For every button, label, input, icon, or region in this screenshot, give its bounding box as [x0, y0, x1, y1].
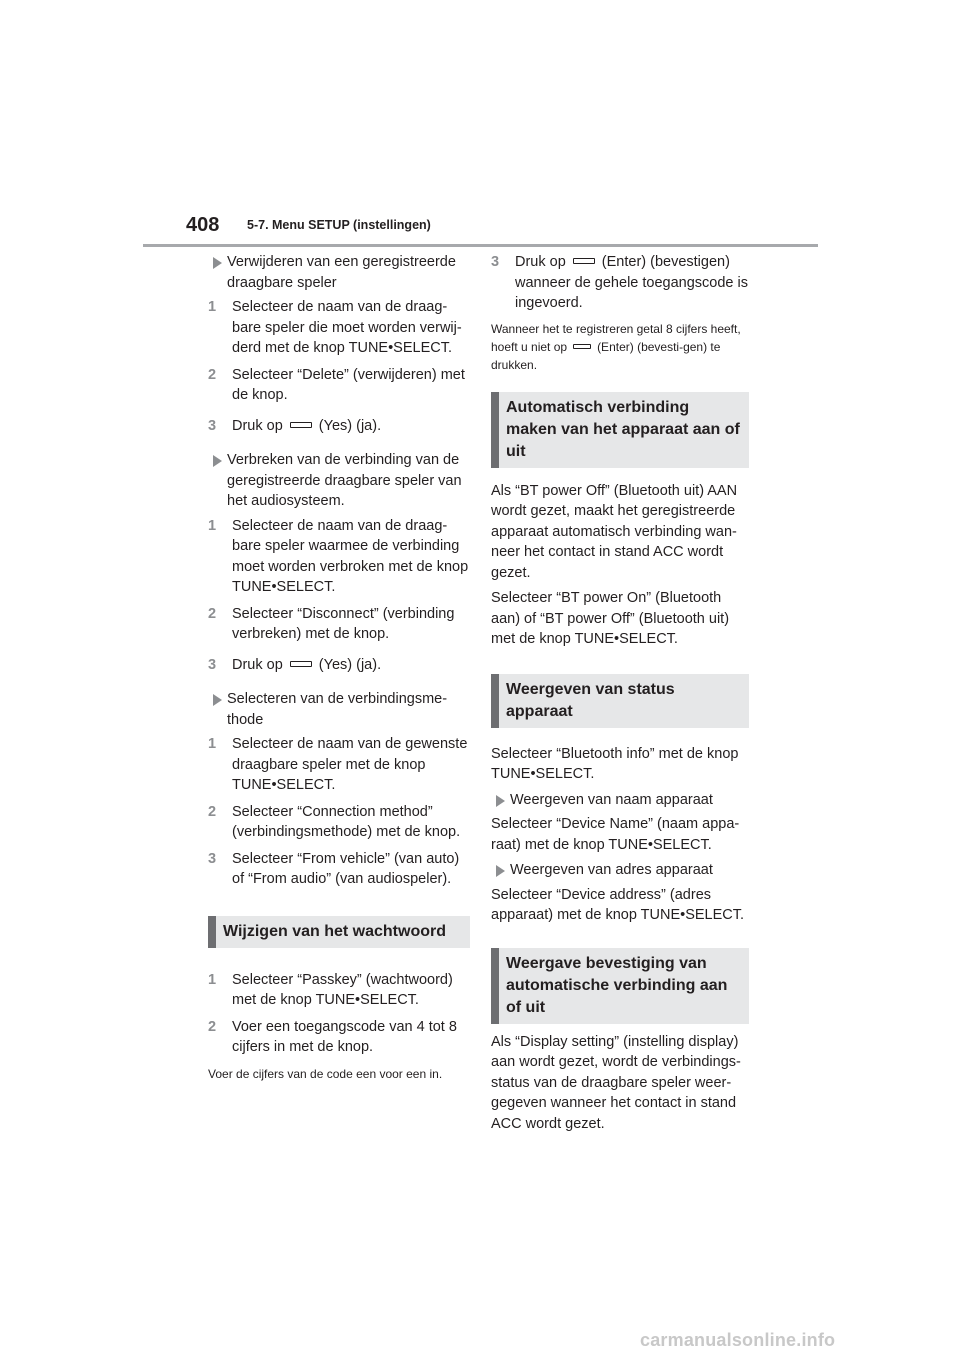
step-text: Druk op (Yes) (ja). — [232, 417, 382, 434]
body-text: Selecteer “Device Name” (naam appa-raat) met de knop TUNE•SELECT. — [491, 816, 740, 853]
step — [491, 252, 749, 314]
triangle-bullet-icon — [213, 455, 222, 467]
step-number: 3 — [208, 656, 217, 673]
step-text: Selecteer “Connection method” (verbindingsmethode) met de knop. — [232, 803, 461, 840]
step-number: 2 — [208, 366, 217, 383]
step — [208, 734, 470, 796]
button-icon — [290, 661, 312, 667]
subheading-text: Verbreken van de verbinding van de geregistreerde draagbare speler van het audiosysteem. — [227, 452, 462, 509]
step-text: Selecteer de naam van de draag-bare speler die moet worden verwij-derd met de knop TUNE•SELECT. — [232, 299, 462, 356]
step-text: Selecteer “Delete” (verwijderen) met de knop. — [232, 366, 465, 403]
body-text: Selecteer “BT power On” (Bluetooth aan) of “BT power Off” (Bluetooth uit) met de knop TUNE•SELECT. — [491, 590, 730, 647]
step-text: Selecteer “Disconnect” (verbinding verbreken) met de knop. — [232, 605, 455, 642]
subheading-disconnect — [208, 450, 470, 512]
step — [208, 365, 470, 406]
subheading-text: Weergeven van adres apparaat — [510, 862, 713, 878]
triangle-bullet-icon — [213, 257, 222, 269]
step — [208, 1017, 470, 1058]
body-text: Selecteer “Bluetooth info” met de knop TUNE•SELECT. — [491, 745, 739, 782]
step — [208, 970, 470, 1011]
body-text: Als “Display setting” (instelling display) aan wordt gezet, wordt de verbindings-status van de draagbare speler weer-gegeven wanneer het contact in stand ACC wordt gezet. — [491, 1033, 741, 1132]
step-number: 3 — [208, 417, 217, 434]
section-title: 5-7. Menu SETUP (instellingen) — [247, 218, 431, 232]
subheading-device-address — [491, 860, 749, 881]
step-number: 2 — [208, 803, 217, 820]
triangle-bullet-icon — [213, 694, 222, 706]
header-divider — [143, 244, 818, 247]
step-text: Selecteer “From vehicle” (van auto) of “From audio” (van audiospeler). — [232, 850, 460, 887]
body-text: Selecteer “Device address” (adres apparaat) met de knop TUNE•SELECT. — [491, 886, 745, 923]
step-number: 3 — [208, 850, 217, 867]
subheading-delete — [208, 252, 470, 293]
step-text: Druk op (Yes) (ja). — [232, 656, 382, 673]
step-number: 2 — [208, 1018, 217, 1035]
heading-auto-connect: Automatisch verbinding maken van het apparaat aan of uit — [491, 392, 749, 468]
note-text: Wanneer het te registreren getal 8 cijfers heeft, hoeft u niet op (Enter) (bevesti-gen) te drukken. — [491, 321, 741, 372]
step — [208, 604, 470, 645]
subheading-device-name — [491, 790, 749, 811]
subheading-text: Weergeven van naam apparaat — [510, 791, 713, 808]
step — [208, 655, 470, 676]
step-text: Voer een toegangscode van 4 tot 8 cijfers in met de knop. — [232, 1018, 457, 1055]
right-column — [491, 252, 749, 1134]
step-number: 3 — [491, 254, 500, 270]
step — [208, 802, 470, 843]
page-header — [143, 214, 818, 246]
button-icon — [573, 344, 591, 349]
heading-password: Wijzigen van het wachtwoord — [208, 916, 470, 948]
page-number: 408 — [186, 214, 220, 236]
left-column — [208, 252, 470, 1083]
step-number: 1 — [208, 971, 217, 988]
step — [208, 416, 470, 437]
watermark: carmanualsonline.info — [640, 1330, 836, 1350]
heading-display-confirmation: Weergave bevestiging van automatische verbinding aan of uit — [491, 948, 749, 1024]
step-number: 1 — [208, 517, 217, 534]
triangle-bullet-icon — [496, 865, 505, 877]
step-text: Selecteer de naam van de draag-bare speler waarmee de verbinding moet worden verbroken met de knop TUNE•SELECT. — [232, 517, 469, 595]
step-text: Druk op (Enter) (bevestigen) wanneer de gehele toegangscode is ingevoerd. — [515, 254, 748, 311]
note-text: Voer de cijfers van de code een voor een in. — [208, 1066, 443, 1081]
heading-device-status: Weergeven van status apparaat — [491, 674, 749, 728]
step-number: 2 — [208, 605, 217, 622]
body-text: Als “BT power Off” (Bluetooth uit) AAN wordt gezet, maakt het geregistreerde apparaat automatisch verbinding wan-neer het contact in stand ACC wordt gezet. — [491, 482, 738, 581]
triangle-bullet-icon — [496, 795, 505, 807]
button-icon — [573, 258, 595, 264]
subheading-text: Selecteren van de verbindingsme-thode — [227, 691, 448, 728]
step-number: 1 — [208, 299, 217, 315]
step — [208, 849, 470, 890]
subheading-connection-method — [208, 689, 470, 730]
step — [208, 297, 470, 359]
subheading-text: Verwijderen van een geregistreerde draagbare speler — [227, 254, 456, 291]
button-icon — [290, 422, 312, 428]
step-text: Selecteer de naam van de gewenste draagbare speler met de knop TUNE•SELECT. — [232, 736, 468, 793]
step-text: Selecteer “Passkey” (wachtwoord) met de knop TUNE•SELECT. — [232, 971, 453, 1008]
step-number: 1 — [208, 736, 217, 752]
step — [208, 516, 470, 598]
